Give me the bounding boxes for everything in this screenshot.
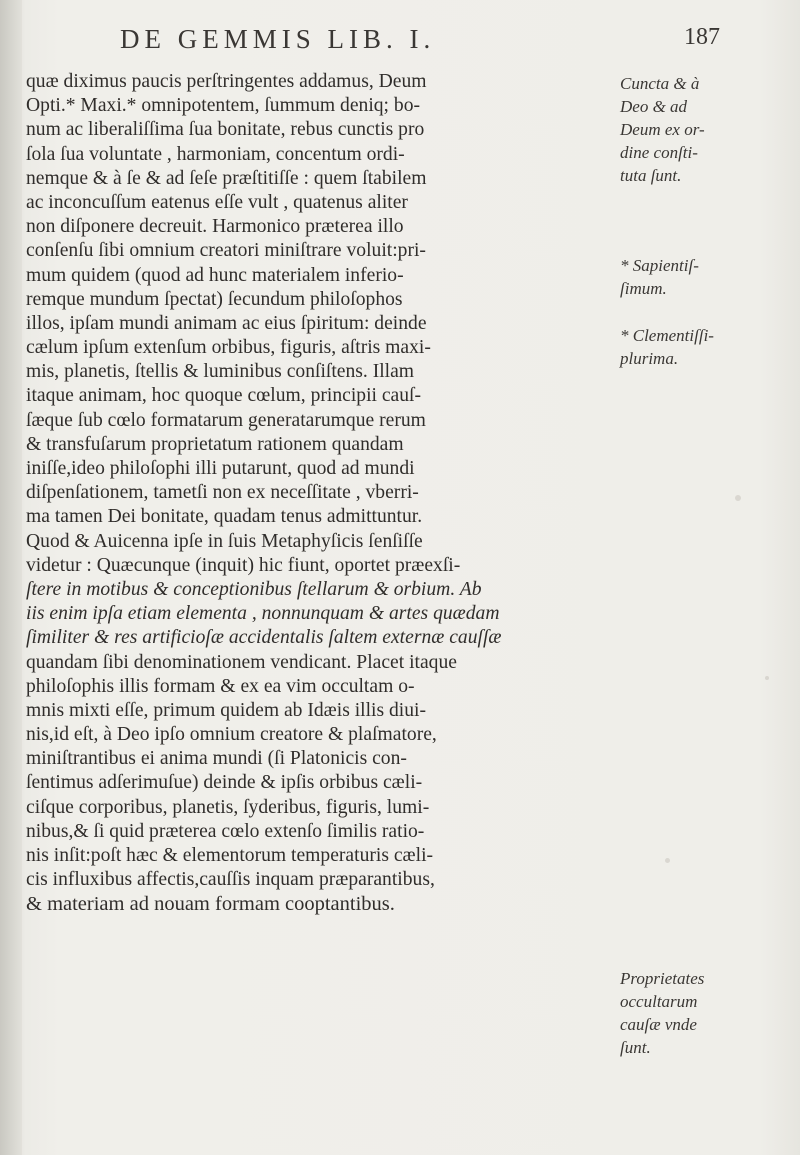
text-line: diſpenſationem, tametſi non ex neceſſitate , vberri- [26, 482, 419, 504]
page-number: 187 [684, 24, 720, 50]
text-line: num ac liberaliſſima ſua bonitate, rebus cunctis pro [26, 119, 425, 141]
margin-note [620, 324, 796, 370]
text-line: & transfuſarum proprietatum rationem quandam [26, 433, 404, 455]
text-line: ſentimus adſerimuſue) deinde & ipſis orbibus cæli- [26, 772, 423, 794]
text-line: nemque & à ſe & ad ſeſe præſtitiſſe : quem ſtabilem [26, 167, 427, 189]
text-line: itaque animam, hoc quoque cœlum, principii cauſ- [26, 385, 422, 407]
text-line: cælum ipſum extenſum orbibus, figuris, aſtris maxi- [26, 337, 431, 359]
margin-note-line: * Clementiſſi- [620, 326, 714, 345]
margin-note-line: tuta ſunt. [620, 166, 682, 185]
margin-note-line: * Sapientiſ- [620, 256, 699, 275]
margin-note-line: Cuncta & à [620, 74, 700, 93]
page-gutter [0, 0, 22, 1155]
margin-note-line: Deum ex or- [620, 120, 705, 139]
margin-note-line: occultarum [620, 992, 698, 1011]
text-line: illos, ipſam mundi animam ac eius ſpiritum: deinde [26, 312, 427, 334]
margin-note-line: cauſæ vnde [620, 1015, 697, 1034]
margin-note [620, 72, 796, 187]
text-line: ſtere in motibus & conceptionibus ſtellarum & orbium. Ab [26, 578, 482, 600]
text-line: quæ diximus paucis perſtringentes addamus, Deum [26, 71, 427, 92]
text-line: Quod & Auicenna ipſe in ſuis Metaphyſicis ſenſiſſe [26, 530, 423, 552]
text-line: miniſtrantibus ei anima mundi (ſi Platonicis con- [26, 748, 407, 770]
text-line: ma tamen Dei bonitate, quadam tenus admittuntur. [26, 506, 423, 528]
margin-note-line: ſimum. [620, 279, 667, 298]
text-line: Opti.* Maxi.* omnipotentem, ſummum deniq; bo- [26, 95, 421, 117]
margin-note-line: ſunt. [620, 1038, 651, 1057]
margin-note-line: Deo & ad [620, 97, 688, 116]
text-line: remque mundum ſpectat) ſecundum philoſophos [26, 288, 403, 310]
text-line: mum quidem (quod ad hunc materialem inferio- [26, 264, 404, 286]
text-line: mis, planetis, ſtellis & luminibus conſiſtens. Illam [26, 361, 415, 383]
text-line: quandam ſibi denominationem vendicant. Placet itaque [26, 651, 457, 673]
margin-note [620, 967, 796, 1059]
text-line: conſenſu ſibi omnium creatori miniſtrare voluit:pri- [26, 240, 426, 262]
ink-spot [765, 676, 769, 680]
running-title: DE GEMMIS LIB. I. [120, 24, 436, 54]
ink-spot [735, 495, 741, 501]
text-line: ſimiliter & res artificioſæ accidentalis ſaltem externæ cauſſæ [26, 627, 502, 649]
margin-note-line: dine conſti- [620, 143, 698, 162]
text-line: cis influxibus affectis,cauſſis inquam præparantibus, [26, 869, 435, 891]
text-line: ciſque corporibus, planetis, ſyderibus, figuris, lumi- [26, 796, 430, 818]
margin-note [620, 254, 796, 300]
text-line: iis enim ipſa etiam elementa , nonnunquam & artes quædam [26, 603, 500, 625]
text-line: ſæque ſub cœlo formatarum generatarumque rerum [26, 409, 426, 431]
text-line: videtur : Quæcunque (inquit) hic fiunt, oportet præexſi- [26, 554, 461, 576]
text-line: non diſponere decreuit. Harmonico præterea illo [26, 216, 404, 238]
text-line: & materiam ad nouam formam cooptantibus. [26, 893, 395, 916]
margin-note-line: plurima. [620, 349, 679, 368]
ink-spot [665, 858, 670, 863]
margin-note-line: Proprietates [620, 969, 705, 988]
text-line: ac inconcuſſum eatenus eſſe vult , quatenus aliter [26, 191, 408, 213]
text-line: nis inſit:poſt hæc & elementorum temperaturis cæli- [26, 845, 434, 866]
text-line: ſola ſua voluntate , harmoniam, concentum ordi- [26, 143, 405, 165]
text-line: iniſſe,ideo philoſophi illi putarunt, quod ad mundi [26, 458, 415, 479]
text-line: nis,id eſt, à Deo ipſo omnium creatore & plaſmatore, [26, 724, 437, 746]
text-line: philoſophis illis formam & ex ea vim occultam o- [26, 675, 415, 697]
page-header [120, 24, 720, 60]
text-line: mnis mixti eſſe, primum quidem ab Idæis illis diui- [26, 699, 427, 721]
text-line: nibus,& ſi quid præterea cœlo extenſo ſimilis ratio- [26, 820, 425, 842]
main-text-column [26, 70, 616, 917]
